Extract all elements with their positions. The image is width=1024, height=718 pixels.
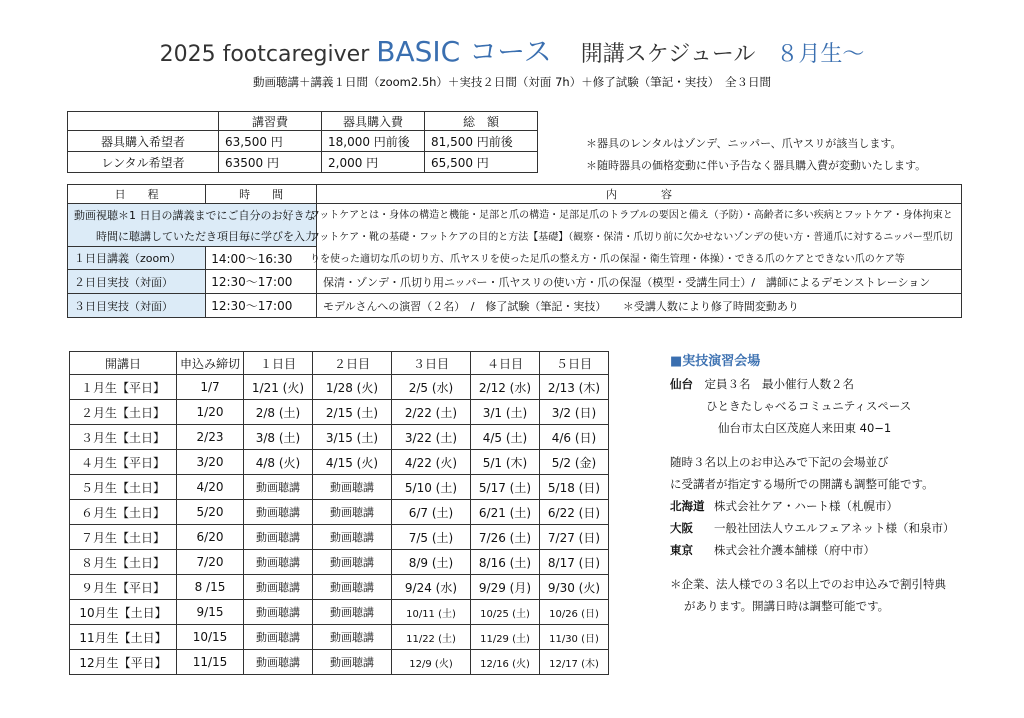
dates-header-cell: ５日目 [540,352,609,375]
dates-day-cell: 10/25 (土) [471,600,540,625]
price-row [68,131,538,152]
title-schedule: 開講スケジュール [580,42,756,67]
price-header-row [68,112,538,131]
dates-day-cell: 5/2 (金) [540,450,609,475]
schedule-header-time: 時 間 [206,185,317,204]
dates-day-cell: 2/5 (水) [392,375,471,400]
dates-deadline-cell: 8 /15 [177,575,244,600]
venue-region: 東京 [670,543,693,557]
price-cell: 器具購入希望者 [68,131,219,152]
dates-deadline-cell: 11/15 [177,650,244,675]
dates-header-cell: 開講日 [70,352,177,375]
price-cell: レンタル希望者 [68,152,219,173]
dates-day-cell: 動画聴講 [313,500,392,525]
dates-day-cell: 5/17 (土) [471,475,540,500]
dates-day-cell: 動画聴講 [313,625,392,650]
price-table [67,111,538,173]
venue-note: 随時３名以上のお申込みで下記の会場並び [670,455,889,469]
dates-row [70,500,609,525]
dates-day-cell: 11/29 (土) [471,625,540,650]
dates-day-cell: 動画聴講 [244,500,313,525]
venue-sendai [670,373,954,395]
price-header-cell: 講習費 [219,112,322,131]
dates-day-cell: 1/21 (火) [244,375,313,400]
schedule-content-cell: モデルさんへの演習（２名） / 修了試験（筆記・実技） ＊受講人数により修了時間変動あり [317,294,962,318]
price-note: ＊随時器具の価格変動に伴い予告なく器具購入費が変動いたします。 [586,159,927,172]
dates-row [70,475,609,500]
dates-day-cell: 5/1 (木) [471,450,540,475]
dates-deadline-cell: 6/20 [177,525,244,550]
schedule-header-row [68,185,962,204]
venue-other-name: 株式会社介護本舗様（府中市） [714,543,875,557]
dates-day-cell: 10/26 (日) [540,600,609,625]
page-title [0,30,1024,70]
venue-title: ■実技演習会場 [670,354,761,369]
price-header-cell [68,112,219,131]
dates-deadline-cell: 10/15 [177,625,244,650]
title-brand: footcaregiver [222,42,370,67]
dates-day-cell: 動画聴講 [244,625,313,650]
dates-row [70,575,609,600]
venue-note: に受講者が指定する場所での開講も調整可能です。 [670,477,934,491]
dates-deadline-cell: 5/20 [177,500,244,525]
price-cell: 2,000 円 [322,152,425,173]
dates-day-cell: 動画聴講 [313,475,392,500]
dates-day-cell: 動画聴講 [313,650,392,675]
dates-day-cell: 10/11 (土) [392,600,471,625]
dates-day-cell: 8/9 (土) [392,550,471,575]
schedule-row [68,270,962,294]
dates-day-cell: 1/28 (火) [313,375,392,400]
dates-cohort-cell: ９月生【平日】 [70,575,177,600]
title-course: BASIC コース [376,35,552,68]
schedule-day-cell: ３日目実技（対面） [68,294,206,318]
dates-day-cell: 動画聴講 [244,650,313,675]
dates-row [70,400,609,425]
dates-cohort-cell: ４月生【平日】 [70,450,177,475]
price-cell: 81,500 円前後 [425,131,538,152]
dates-day-cell: 11/30 (日) [540,625,609,650]
dates-day-cell: 12/9 (火) [392,650,471,675]
dates-row [70,375,609,400]
schedule-day-cell: ２日目実技（対面） [68,270,206,294]
schedule-row [68,294,962,318]
dates-day-cell: 6/7 (土) [392,500,471,525]
schedule-day-cell: １日目講義（zoom） [68,247,206,270]
dates-day-cell: 3/22 (土) [392,425,471,450]
dates-cohort-cell: ７月生【土日】 [70,525,177,550]
price-note: ＊器具のレンタルはゾンデ、ニッパー、爪ヤスリが該当します。 [586,137,902,150]
title-cohort: ８月生〜 [776,42,865,67]
dates-deadline-cell: 1/7 [177,375,244,400]
dates-day-cell: 動画聴講 [244,525,313,550]
dates-deadline-cell: 3/20 [177,450,244,475]
dates-day-cell: 動画聴講 [313,600,392,625]
dates-day-cell: 9/29 (月) [471,575,540,600]
dates-day-cell: 2/8 (土) [244,400,313,425]
venue-place: ひときたしゃべるコミュニティスペース [706,399,912,413]
dates-day-cell: 9/24 (水) [392,575,471,600]
dates-day-cell: 7/26 (土) [471,525,540,550]
dates-day-cell: 3/8 (土) [244,425,313,450]
dates-row [70,600,609,625]
dates-cohort-cell: １月生【平日】 [70,375,177,400]
dates-header-cell: ２日目 [313,352,392,375]
dates-cohort-cell: ８月生【土日】 [70,550,177,575]
price-cell: 63,500 円 [219,131,322,152]
dates-cohort-cell: 11月生【土日】 [70,625,177,650]
venue-section [670,351,954,617]
dates-day-cell: 12/17 (木) [540,650,609,675]
dates-row [70,650,609,675]
dates-day-cell: 7/5 (土) [392,525,471,550]
content-line: フットケアとは・身体の構造と機能・足部と爪の構造・足部足爪のトラブルの要因と備え（予防）・高齢者に多い疾病とフットケア・身体拘束と [310,210,953,221]
schedule-day-cell: 動画視聴＊1 日目の講義までにご自分のお好きな [68,204,317,226]
dates-day-cell: 7/27 (日) [540,525,609,550]
dates-day-cell: 4/15 (火) [313,450,392,475]
dates-deadline-cell: 9/15 [177,600,244,625]
dates-deadline-cell: 4/20 [177,475,244,500]
price-cell: 65,500 円 [425,152,538,173]
dates-day-cell: 11/22 (土) [392,625,471,650]
dates-deadline-cell: 7/20 [177,550,244,575]
venue-capacity: 定員３名 最小催行人数２名 [704,377,854,391]
price-cell: 18,000 円前後 [322,131,425,152]
dates-day-cell: 4/8 (火) [244,450,313,475]
schedule-day-cell: 時間に聴講していただき項目毎に学びを入力 [68,225,317,247]
dates-day-cell: 動画聴講 [244,575,313,600]
dates-row [70,425,609,450]
dates-day-cell: 動画聴講 [244,475,313,500]
dates-day-cell: 5/18 (日) [540,475,609,500]
dates-day-cell: 動画聴講 [244,550,313,575]
title-year: 2025 [159,42,216,67]
content-line: フットケア・靴の基礎・フットケアの目的と方法【基礎】（観察・保清・爪切り前に欠かせないゾンデの使い方・普通爪に対するニッパー型爪切 [310,232,953,243]
schedule-time-cell: 12:30〜17:00 [206,294,317,318]
dates-cohort-cell: 12月生【平日】 [70,650,177,675]
venue-corp-note: があります。開講日時は調整可能です。 [684,599,890,613]
dates-day-cell: 4/22 (火) [392,450,471,475]
dates-cohort-cell: ２月生【土日】 [70,400,177,425]
price-header-cell: 器具購入費 [322,112,425,131]
dates-day-cell: 5/10 (土) [392,475,471,500]
dates-row [70,550,609,575]
venue-other [670,517,954,539]
dates-cohort-cell: ５月生【土日】 [70,475,177,500]
dates-cohort-cell: ３月生【土日】 [70,425,177,450]
dates-header-row [70,352,609,375]
dates-header-cell: ４日目 [471,352,540,375]
dates-deadline-cell: 1/20 [177,400,244,425]
dates-day-cell: 2/13 (木) [540,375,609,400]
price-notes [586,133,926,177]
schedule-header-day: 日 程 [68,185,206,204]
dates-row [70,525,609,550]
dates-day-cell: 6/22 (日) [540,500,609,525]
dates-table [69,351,609,675]
dates-cohort-cell: ６月生【土日】 [70,500,177,525]
venue-region: 北海道 [670,499,705,513]
dates-cohort-cell: 10月生【土日】 [70,600,177,625]
dates-day-cell: 4/5 (土) [471,425,540,450]
schedule-time-cell: 12:30〜17:00 [206,270,317,294]
venue-city: 仙台 [670,377,693,391]
dates-day-cell: 3/1 (土) [471,400,540,425]
dates-day-cell: 3/2 (日) [540,400,609,425]
dates-day-cell: 動画聴講 [313,550,392,575]
dates-day-cell: 2/15 (土) [313,400,392,425]
schedule-header-content: 内 容 [317,185,962,204]
dates-day-cell: 8/17 (日) [540,550,609,575]
venue-address: 仙台市太白区茂庭人来田東 40−1 [718,421,892,435]
dates-day-cell: 4/6 (日) [540,425,609,450]
dates-day-cell: 動画聴講 [244,600,313,625]
dates-day-cell: 9/30 (火) [540,575,609,600]
price-cell: 63500 円 [219,152,322,173]
content-line: りを使った適切な爪の切り方、爪ヤスリを使った足爪の整え方・爪の保湿・衛生管理・体操）・できる爪のケアとできない爪のケア等 [310,254,905,265]
dates-day-cell: 12/16 (火) [471,650,540,675]
dates-day-cell: 6/21 (土) [471,500,540,525]
dates-day-cell: 3/15 (土) [313,425,392,450]
subtitle: 動画聴講＋講義１日間（zoom2.5h）＋実技２日間（対面 7h）＋修了試験（筆記・実技） 全３日間 [253,75,771,89]
schedule-time-cell: 14:00〜16:30 [206,247,317,270]
venue-other [670,539,954,561]
venue-other [670,495,954,517]
venue-other-name: 株式会社ケア・ハート様（札幌市） [714,499,898,513]
price-row [68,152,538,173]
dates-row [70,625,609,650]
dates-day-cell: 動画聴講 [313,525,392,550]
venue-other-name: 一般社団法人ウエルフェアネット様（和泉市） [714,521,955,535]
venue-region: 大阪 [670,521,693,535]
dates-day-cell: 2/12 (水) [471,375,540,400]
dates-header-cell: ３日目 [392,352,471,375]
dates-day-cell: 8/16 (土) [471,550,540,575]
dates-deadline-cell: 2/23 [177,425,244,450]
dates-day-cell: 2/22 (土) [392,400,471,425]
dates-header-cell: １日目 [244,352,313,375]
dates-day-cell: 動画聴講 [313,575,392,600]
venue-corp-note: ＊企業、法人様での３名以上でのお申込みで割引特典 [670,577,946,591]
dates-header-cell: 申込み締切 [177,352,244,375]
lecture-content [304,205,953,271]
dates-row [70,450,609,475]
price-header-cell: 総 額 [425,112,538,131]
schedule-content-cell: 保清・ゾンデ・爪切り用ニッパー・爪ヤスリの使い方・爪の保湿（模型・受講生同士）/ 講師によるデモンストレーション [317,270,962,294]
